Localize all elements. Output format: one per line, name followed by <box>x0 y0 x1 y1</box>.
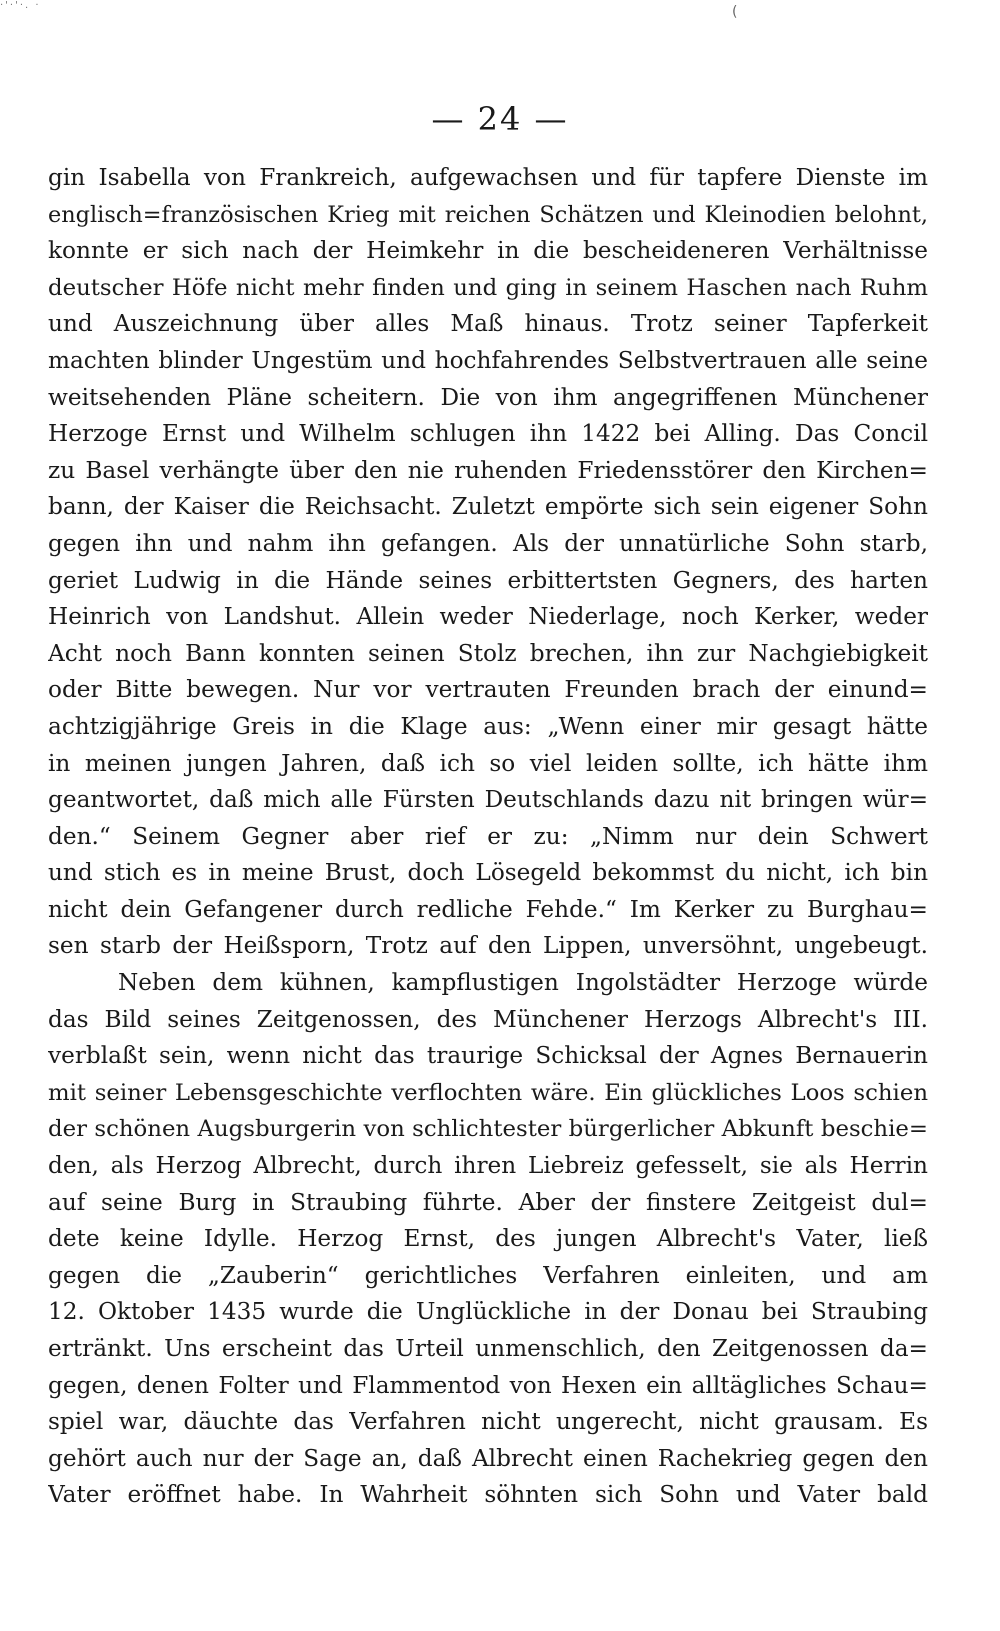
text-line: das Bild seines Zeitgenossen, des Münchener Herzogs Albrecht's III. <box>48 1005 928 1033</box>
text-line: gegen die „Zauberin“ gerichtliches Verfahren einleiten, und am <box>48 1261 928 1289</box>
text-line: und Auszeichnung über alles Maß hinaus. Trotz seiner Tapferkeit <box>48 310 928 338</box>
body-text <box>48 160 928 1514</box>
text-line: machten blinder Ungestüm und hochfahrendes Selbstvertrauen alle seine <box>48 346 928 374</box>
text-line: geriet Ludwig in die Hände seines erbittertsten Gegners, des harten <box>48 566 928 594</box>
text-line: 12. Oktober 1435 wurde die Unglückliche in der Donau bei Straubing <box>48 1298 928 1326</box>
text-line: dete keine Idylle. Herzog Ernst, des jungen Albrecht's Vater, ließ <box>48 1225 928 1253</box>
scan-artifact-top-left: ·'·'·. · <box>0 0 41 11</box>
text-line: englisch=französischen Krieg mit reichen Schätzen und Kleinodien belohnt, <box>48 201 928 228</box>
text-line: gegen, denen Folter und Flammentod von Hexen ein alltägliches Schau= <box>48 1371 928 1399</box>
text-line: oder Bitte bewegen. Nur vor vertrauten Freunden brach der einund= <box>48 676 928 704</box>
text-line: Herzoge Ernst und Wilhelm schlugen ihn 1422 bei Alling. Das Concil <box>48 420 928 448</box>
text-line: auf seine Burg in Straubing führte. Aber der finstere Zeitgeist dul= <box>48 1188 928 1216</box>
text-line: nicht dein Gefangener durch redliche Fehde.“ Im Kerker zu Burghau= <box>48 895 928 923</box>
text-line: weitsehenden Pläne scheitern. Die von ihm angegriffenen Münchener <box>48 383 928 411</box>
text-line: Heinrich von Landshut. Allein weder Niederlage, noch Kerker, weder <box>48 603 928 631</box>
text-line: Neben dem kühnen, kampflustigen Ingolstädter Herzoge würde <box>118 969 928 997</box>
text-line: der schönen Augsburgerin von schlichtester bürgerlicher Abkunft beschie= <box>48 1116 928 1143</box>
text-line: sen starb der Heißsporn, Trotz auf den Lippen, unversöhnt, ungebeugt. <box>48 932 928 960</box>
text-line: ertränkt. Uns erscheint das Urteil unmenschlich, den Zeitgenossen da= <box>48 1335 928 1362</box>
text-line: und stich es in meine Brust, doch Lösegeld bekommst du nicht, ich bin <box>48 859 928 887</box>
scan-artifact-top-right: ( <box>732 4 738 20</box>
text-line: Acht noch Bann konnten seinen Stolz brechen, ihn zur Nachgiebigkeit <box>48 639 928 667</box>
text-line: verblaßt sein, wenn nicht das traurige Schicksal der Agnes Bernauerin <box>48 1042 928 1070</box>
text-line: gin Isabella von Frankreich, aufgewachsen und für tapfere Dienste im <box>48 164 928 191</box>
text-line: den, als Herzog Albrecht, durch ihren Liebreiz gefesselt, sie als Herrin <box>48 1152 928 1180</box>
text-line: achtzigjährige Greis in die Klage aus: „Wenn einer mir gesagt hätte <box>48 712 928 740</box>
text-line: gehört auch nur der Sage an, daß Albrecht einen Rachekrieg gegen den <box>48 1444 928 1472</box>
text-line: deutscher Höfe nicht mehr finden und ging in seinem Haschen nach Ruhm <box>48 274 928 301</box>
text-line: Vater eröffnet habe. In Wahrheit söhnten sich Sohn und Vater bald <box>48 1481 928 1509</box>
text-line: in meinen jungen Jahren, daß ich so viel leiden sollte, ich hätte ihm <box>48 749 928 777</box>
text-line: zu Basel verhängte über den nie ruhenden Friedensstörer den Kirchen= <box>48 456 928 484</box>
text-line: mit seiner Lebensgeschichte verflochten wäre. Ein glückliches Loos schien <box>48 1079 928 1106</box>
text-line: bann, der Kaiser die Reichsacht. Zuletzt empörte sich sein eigener Sohn <box>48 493 928 521</box>
page-number: — 24 — <box>431 100 569 138</box>
text-line: spiel war, däuchte das Verfahren nicht ungerecht, nicht grausam. Es <box>48 1408 928 1436</box>
text-line: den.“ Seinem Gegner aber rief er zu: „Nimm nur dein Schwert <box>48 822 928 850</box>
text-line: gegen ihn und nahm ihn gefangen. Als der unnatürliche Sohn starb, <box>48 529 928 557</box>
text-line: geantwortet, daß mich alle Fürsten Deutschlands dazu nit bringen wür= <box>48 786 928 814</box>
text-line: konnte er sich nach der Heimkehr in die bescheideneren Verhältnisse <box>48 237 928 265</box>
